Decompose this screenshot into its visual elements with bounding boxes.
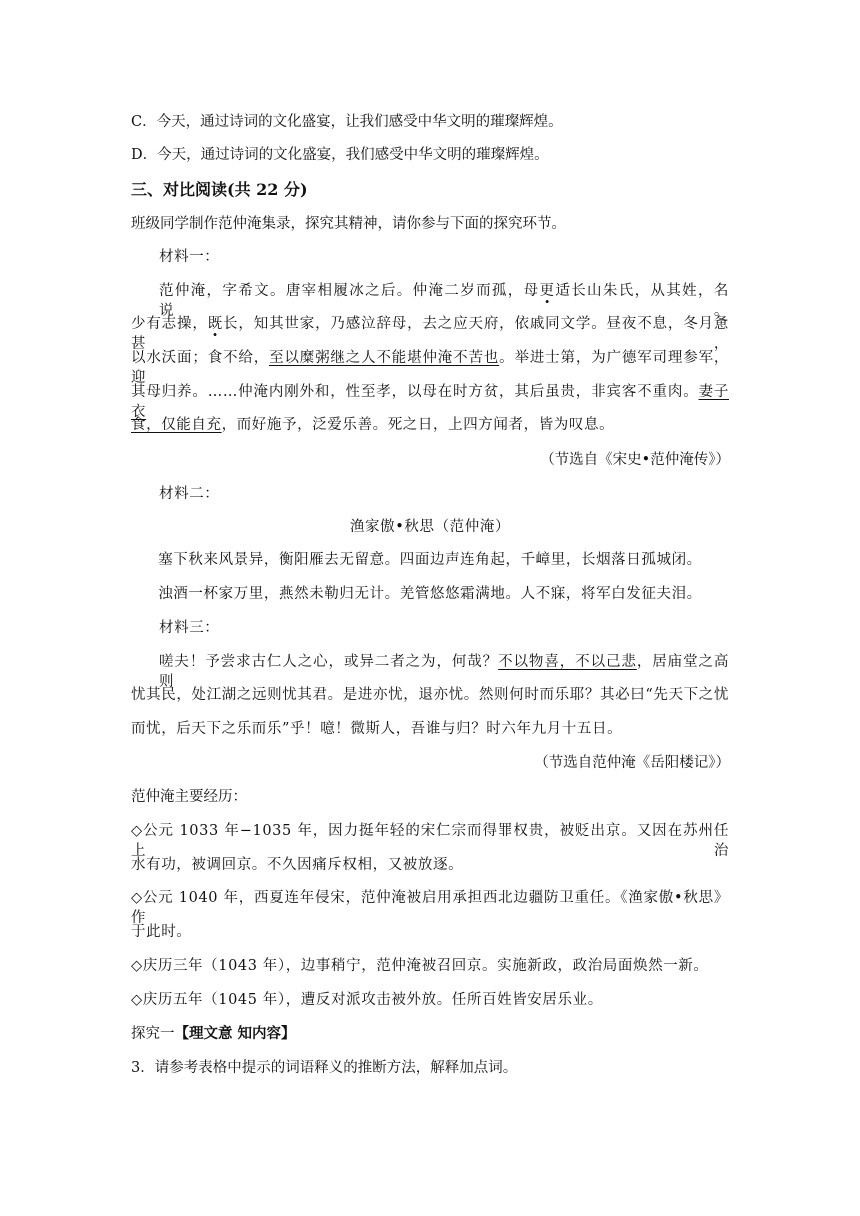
- material-3-source: （节选自范仲淹《岳阳楼记》）: [534, 755, 730, 771]
- poem-line-1: 塞下秋来风景异，衡阳雁去无留意。四面边声连角起，千嶂里，长烟落日孤城闭。: [158, 552, 702, 568]
- experience-title: 范仲淹主要经历：: [131, 789, 247, 805]
- inquiry-heading: 探究一【理文意 知内容】: [131, 1025, 296, 1042]
- material-3-line-1: 嗟夫！予尝求古仁人之心，或异二者之为，何哉？不以物喜，不以己悲，居庙堂之高则: [159, 654, 729, 690]
- emphasis-dot-word: 既: [207, 316, 224, 332]
- option-d: D．今天，通过诗词的文化盛宴，我们感受中华文明的璀璨辉煌。: [131, 147, 549, 163]
- question-3: 3．请参考表格中提示的词语释义的推断方法，解释加点词。: [131, 1060, 518, 1076]
- underlined-sentence: 至以糜粥继之人不能堪仲淹不苦也: [269, 350, 500, 366]
- experience-item-3: ◇庆历三年（1043 年），边事稍宁，范仲淹被召回京。实施新政，政治局面焕然一新。: [131, 958, 709, 974]
- material-1-line-3: 以水沃面；食不给，至以糜粥继之人不能堪仲淹不苦也。举进士第，为广德军司理参军，迎: [131, 350, 730, 386]
- experience-item-1: ◇公元 1033 年−1035 年，因力挺年轻的宋仁宗而得罪权贵，被贬出京。又因在苏州任上治: [131, 823, 729, 859]
- material-1-line-4: 其母归养。……仲淹内刚外和，性至孝，以母在时方贫，其后虽贵，非宾客不重肉。妻子衣: [131, 384, 729, 420]
- experience-item-2-cont: 于此时。: [131, 924, 192, 940]
- material-1-source: （节选自《宋史•范仲淹传》）: [540, 452, 730, 468]
- material-1-label: 材料一：: [159, 249, 220, 265]
- experience-item-2: ◇公元 1040 年，西夏连年侵宋，范仲淹被启用承担西北边疆防卫重任。《渔家傲•秋思》作: [131, 890, 729, 926]
- option-c: C．今天，通过诗词的文化盛宴，让我们感受中华文明的璀璨辉煌。: [131, 114, 563, 130]
- section-intro: 班级同学制作范仲淹集录，探究其精神，请你参与下面的探究环节。: [131, 216, 566, 232]
- experience-item-4: ◇庆历五年（1045 年），遭反对派攻击被外放。任所百姓皆安居乐业。: [131, 992, 603, 1008]
- emphasis-dot-word: 更: [539, 283, 556, 299]
- material-3-line-3: 而忧，后天下之乐而乐”乎！噫！微斯人，吾谁与归？时六年九月十五日。: [131, 721, 623, 737]
- underlined-sentence: 妻子衣: [131, 384, 729, 420]
- material-2-label: 材料二：: [159, 486, 220, 502]
- material-3-line-2: 忧其民，处江湖之远则忧其君。是进亦忧，退亦忧。然则何时而乐耶？其必曰“先天下之忧: [131, 687, 729, 703]
- material-1-line-1: 范仲淹，字希文。唐宰相履冰之后。仲淹二岁而孤，母更适长山朱氏，从其姓，名说。: [159, 283, 729, 319]
- material-3-label: 材料三：: [159, 620, 220, 636]
- experience-item-1-cont: 水有功，被调回京。不久因痛斥权相，又被放逐。: [131, 857, 464, 873]
- underlined-sentence: 食，仅能自充: [131, 417, 222, 433]
- underlined-sentence: 不以物喜，不以己悲: [498, 654, 637, 670]
- material-1-line-2: 少有志操，既长，知其世家，乃感泣辞母，去之应天府，依戚同文学。昼夜不息，冬月惫甚，: [131, 316, 730, 352]
- material-1-line-5: 食，仅能自充，而好施予，泛爱乐善。死之日，上四方闻者，皆为叹息。: [131, 417, 615, 433]
- section-title: 三、对比阅读(共 22 分): [131, 180, 308, 199]
- poem-line-2: 浊酒一杯家万里，燕然未勒归无计。羌管悠悠霜满地。人不寐，将军白发征夫泪。: [158, 586, 702, 602]
- poem-title: 渔家傲•秋思（范仲淹）: [349, 519, 511, 535]
